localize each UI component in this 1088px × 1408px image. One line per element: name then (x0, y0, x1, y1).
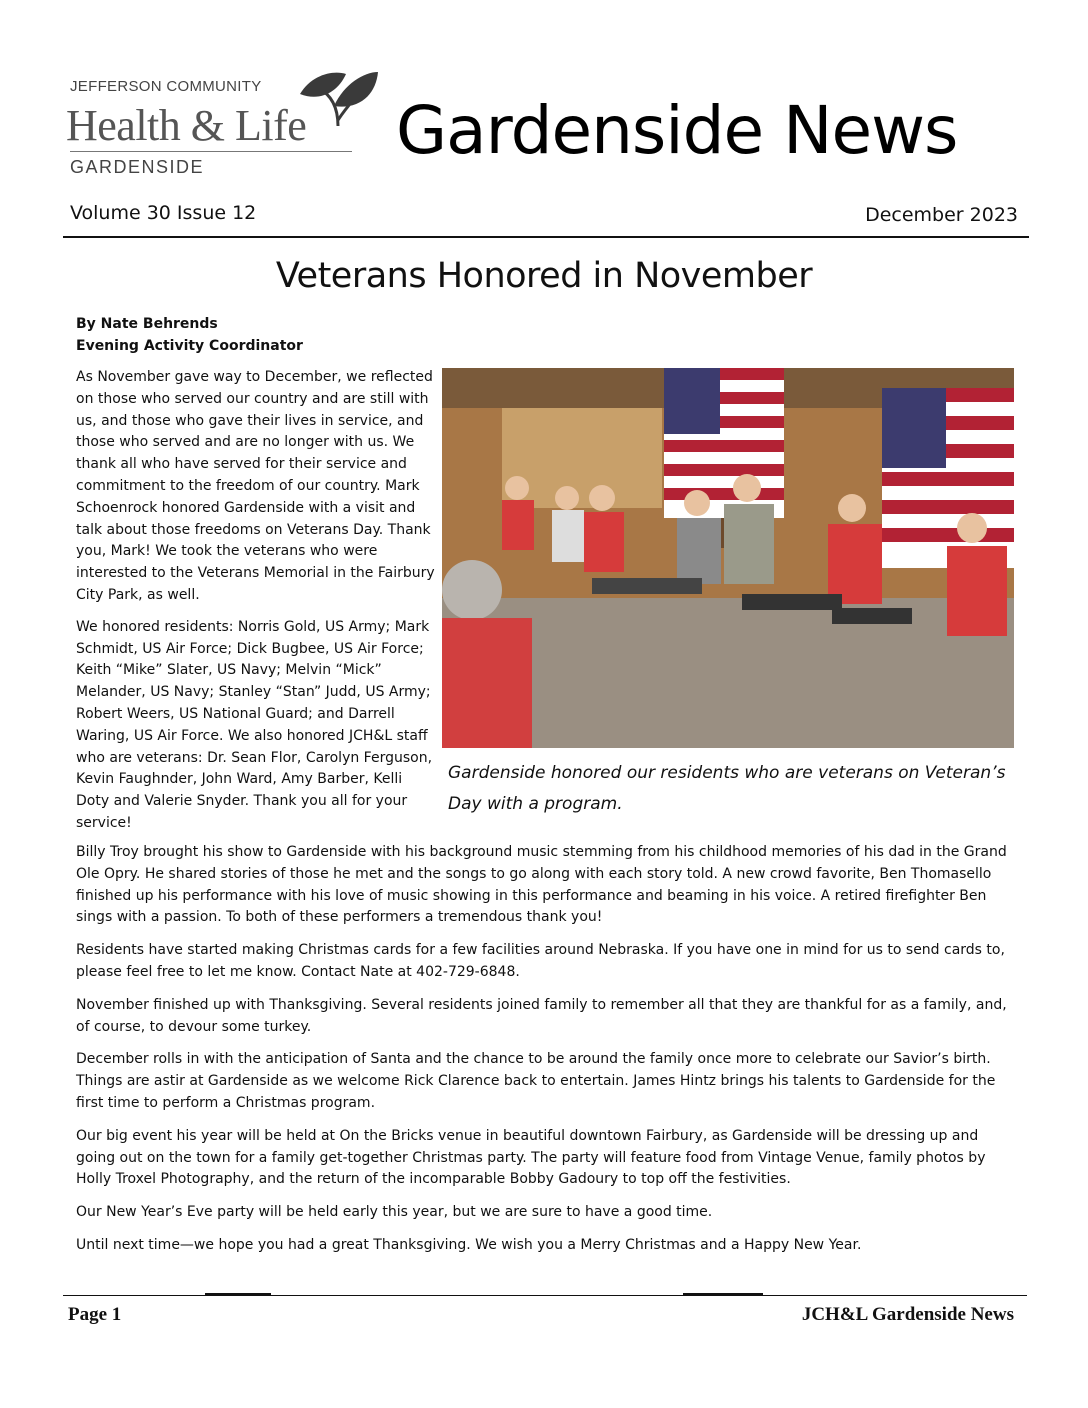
body-paragraph: December rolls in with the anticipation of Santa and the chance to be around the family once more to celebrate our Savior’s birth. Things are astir at Gardenside as we welcome Rick Clarence back to entertain. James Hintz brings his talents to Gardenside for the first time to perform a Christmas program. (76, 1051, 996, 1111)
veterans-photo (442, 368, 1014, 748)
article-column (76, 367, 436, 845)
footer-divider-accent (683, 1293, 763, 1296)
footer-publication: JCH&L Gardenside News (801, 1304, 1014, 1325)
column-paragraph: We honored residents: Norris Gold, US Army; Mark Schmidt, US Air Force; Dick Bugbee, US Air Force; Keith “Mike” Slater, US Navy; Melvin “Mick” Melander, US Navy; Stanley “Stan” Judd, US Army; Robert Weers, US National Guard; and Darrell Waring, US Air Force. We also honored JCH&L staff who are veterans: Dr. Sean Flor, Carolyn Ferguson, Kevin Faughnder, John Ward, Amy Barber, Kelli Doty and Valerie Snyder. Thank you all for your service! (76, 618, 433, 831)
body-paragraph: November finished up with Thanksgiving. Several residents joined family to remember all that they are thankful for as a family, and, of course, to devour some turkey. (76, 996, 1007, 1035)
article-headline: Veterans Honored in November (275, 256, 813, 296)
footer-divider-accent (205, 1293, 271, 1296)
article-body (76, 842, 1016, 1268)
header-divider (63, 236, 1029, 238)
veterans-photo-illustration (442, 368, 1014, 748)
photo-caption: Gardenside honored our residents who are veterans on Veteran’s Day with a program. (448, 763, 1006, 814)
flag-right (882, 388, 1014, 568)
byline-author: By Nate Behrends (76, 316, 218, 332)
page-number: Page 1 (68, 1304, 122, 1325)
body-paragraph: Until next time—we hope you had a great Thanksgiving. We wish you a Merry Christmas and a Happy New Year. (76, 1236, 862, 1253)
body-paragraph: Our big event his year will be held at On the Bricks venue in beautiful downtown Fairbury, as Gardenside will be dressing up and going out on the town for a family get-together Christmas party. The party will feature food from Vintage Venue, family photos by Holly Troxel Photography, and the return of the incomparable Bobby Gadoury to top off the festivities. (76, 1127, 986, 1188)
logo-divider (70, 151, 352, 152)
logo-line-jefferson: JEFFERSON COMMUNITY (70, 78, 262, 95)
article-byline (76, 313, 303, 357)
logo-line-gardenside: GARDENSIDE (70, 157, 205, 177)
body-paragraph: Our New Year’s Eve party will be held early this year, but we are sure to have a good time. (76, 1204, 713, 1221)
body-paragraph: Residents have started making Christmas cards for a few facilities around Nebraska. If you have one in mind for us to send cards to, please feel free to let me know. Contact Nate at 402-729-6848. (76, 942, 1005, 980)
column-paragraph: As November gave way to December, we reflected on those who served our country and are still with us, and those who gave their lives in service, and those who served and are no longer with us. We thank all who have served for their service and commitment to the freedom of our country. Mark Schoenrock honored Gardenside with a visit and talk about those freedoms on Veterans Day. Thank you, Mark! We took the veterans who were interested to the Veterans Memorial in the Fairbury City Park, as well. (76, 369, 435, 603)
issue-date: December 2023 (865, 204, 1018, 226)
newsletter-title: Gardenside News (396, 92, 958, 169)
byline-role: Evening Activity Coordinator (76, 338, 303, 354)
issue-volume: Volume 30 Issue 12 (70, 202, 257, 224)
leaf-icon (294, 66, 380, 126)
flag-left (664, 368, 784, 518)
body-paragraph: Billy Troy brought his show to Gardenside with his background music stemming from his childhood memories of his dad in the Grand Ole Opry. He shared stories of those he met and the songs to go along with each story told. A new crowd favorite, Ben Thomasello finished up his performance with his love of music showing in this performance and beaming in his voice. A retired firefighter Ben sings with a passion. To both of these performers a tremendous thank you! (76, 844, 1007, 926)
publisher-logo (66, 66, 386, 186)
logo-line-health-life: Health & Life (66, 101, 307, 150)
